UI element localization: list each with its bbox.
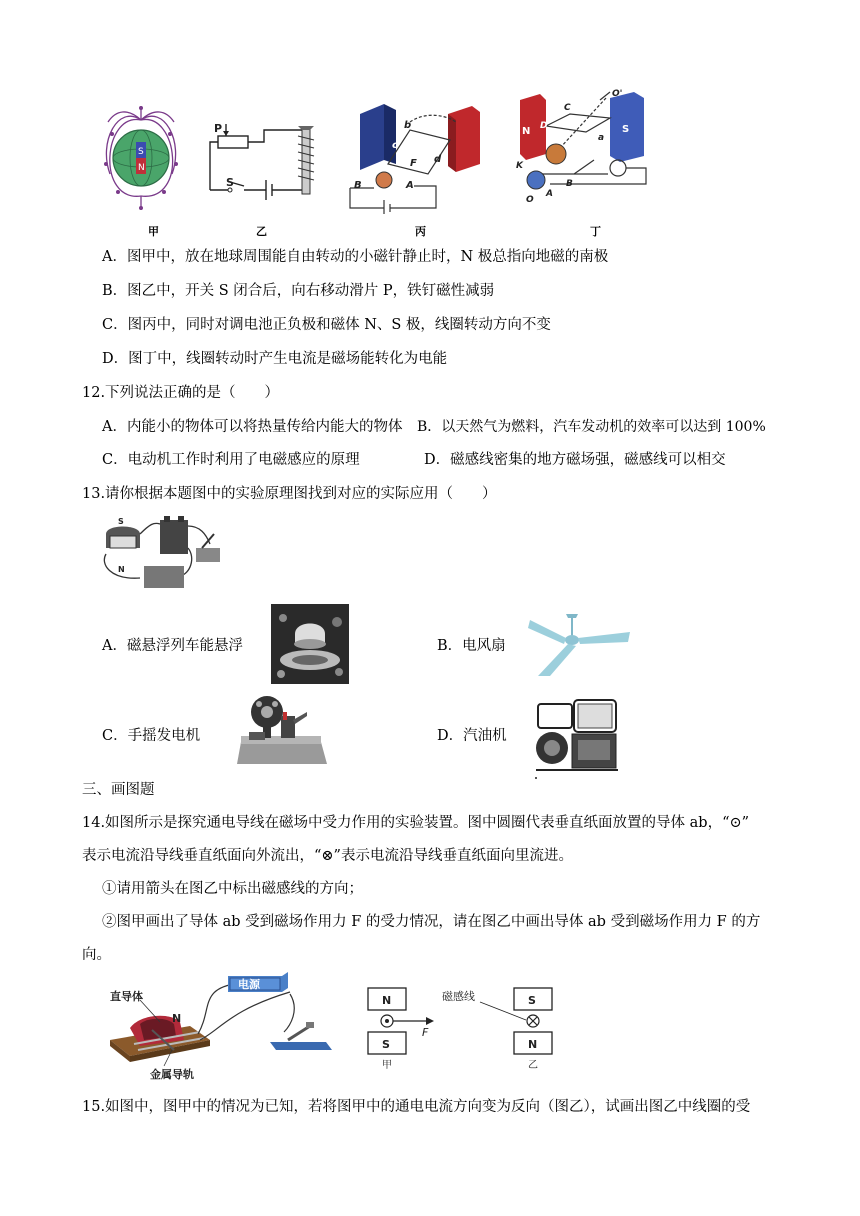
generator-o-prime-label: O' (612, 89, 623, 99)
generator-s-label: S (622, 124, 630, 135)
maglev-train-image (271, 604, 349, 684)
q13-experiment-figure (100, 514, 224, 594)
q12-option-c: C．电动机工作时利用了电磁感应的原理 (102, 452, 360, 468)
q12-option-d: D．磁感线密集的地方磁场强，磁感线可以相交 (424, 452, 726, 468)
figure-jia-earth-magnet (98, 102, 184, 214)
q11-option-d: D．图丁中，线圈转动时产生电流是磁场能转化为电能 (102, 351, 448, 367)
yi-field-line-label: 磁感线 (442, 990, 475, 1003)
motor-f-label: F (410, 158, 417, 169)
caption-bing: 丙 (415, 225, 426, 238)
caption-ding: 丁 (590, 225, 601, 238)
q14-apparatus-figure (100, 970, 340, 1082)
q13-option-a: A．磁悬浮列车能悬浮 (102, 638, 243, 654)
q13-figure-s-label: S (118, 517, 124, 526)
apparatus-wire-label: 直导体 (110, 990, 143, 1003)
motor-c-label: c (392, 140, 398, 151)
jia-caption: 甲 (382, 1060, 392, 1071)
q12-option-a: A．内能小的物体可以将热量传给内能大的物体 (102, 419, 403, 435)
jia-bottom-pole-label: S (382, 1038, 390, 1051)
q13-option-b: B．电风扇 (437, 638, 506, 654)
generator-c-label: C (564, 103, 571, 113)
motor-d-label: d (434, 154, 442, 165)
hand-crank-generator-image (237, 692, 329, 770)
q14-diagram-jia (360, 984, 450, 1074)
figure-yi-electromagnet-circuit (204, 120, 322, 200)
motor-a-brush-label: A (406, 180, 414, 191)
gasoline-engine-image (530, 694, 622, 780)
generator-k-label: K (516, 161, 523, 171)
generator-a-label: a (598, 133, 605, 143)
q13-option-d: D．汽油机 (437, 728, 507, 744)
generator-b-label: B (566, 179, 573, 189)
q13-stem: 13.请你根据本题图中的实验原理图找到对应的实际应用（ ） (82, 486, 497, 502)
figure-bing-motor (344, 100, 486, 214)
yi-bottom-pole-label: N (528, 1038, 538, 1051)
q14-diagram-yi (440, 984, 570, 1074)
q14-item-1: ①请用箭头在图乙中标出磁感线的方向； (102, 881, 363, 897)
earth-magnet-s-label: S (138, 147, 144, 157)
q14-item-2-continued: 向。 (82, 947, 111, 963)
generator-n-label: N (522, 126, 531, 137)
q14-line-2: 表示电流沿导线垂直纸面向外流出，“⊗”表示电流沿导线垂直纸面向里流进。 (82, 848, 573, 864)
motor-b-brush-label: B (354, 180, 362, 191)
figure-ding-generator (510, 88, 660, 214)
switch-s-label: S (226, 176, 234, 189)
q11-option-c: C．图丙中，同时对调电池正负极和磁体 N、S 极，线圈转动方向不变 (102, 317, 551, 333)
yi-caption: 乙 (528, 1060, 538, 1071)
q11-option-a: A．图甲中，放在地球周围能自由转动的小磁针静止时，N 极总指向地磁的南极 (102, 249, 609, 265)
q12-option-b: B．以天然气为燃料，汽车发动机的效率可以达到 100% (417, 419, 766, 435)
yi-top-pole-label: S (528, 994, 536, 1007)
generator-a-brush-label: A (546, 189, 553, 199)
ceiling-fan-image (528, 614, 632, 678)
q11-option-b: B．图乙中，开关 S 闭合后，向右移动滑片 P，铁钉磁性减弱 (102, 283, 495, 299)
q12-stem: 12.下列说法正确的是（ ） (82, 385, 280, 401)
generator-d-label: D (540, 121, 548, 131)
q14-item-2: ②图甲画出了导体 ab 受到磁场作用力 F 的受力情况，请在图乙中画出导体 ab 受到磁场作用力 F 的方 (102, 914, 761, 930)
section-3-title: 三、画图题 (82, 782, 155, 798)
q13-figure-n-label: N (118, 565, 125, 574)
apparatus-power-label: 电源 (238, 978, 260, 991)
q13-option-c: C．手摇发电机 (102, 728, 201, 744)
earth-magnet-n-label: N (138, 163, 145, 173)
jia-force-label: F (422, 1026, 429, 1039)
q14-line-1: 14.如图所示是探究通电导线在磁场中受力作用的实验装置。图中圆圈代表垂直纸面放置的导体 ab，“⊙” (82, 815, 750, 831)
caption-yi: 乙 (256, 225, 267, 238)
slider-p-label: P (214, 122, 223, 135)
generator-o-label: O (526, 195, 534, 205)
apparatus-rail-label: 金属导轨 (150, 1068, 194, 1081)
caption-jia: 甲 (148, 225, 159, 238)
motor-b-label: b (404, 120, 412, 131)
q15-line-1: 15.如图中，图甲中的情况为已知，若将图甲中的通电电流方向变为反向（图乙），试画出图乙中线圈的受 (82, 1099, 751, 1115)
jia-top-pole-label: N (382, 994, 392, 1007)
apparatus-n-label: N (172, 1012, 182, 1025)
